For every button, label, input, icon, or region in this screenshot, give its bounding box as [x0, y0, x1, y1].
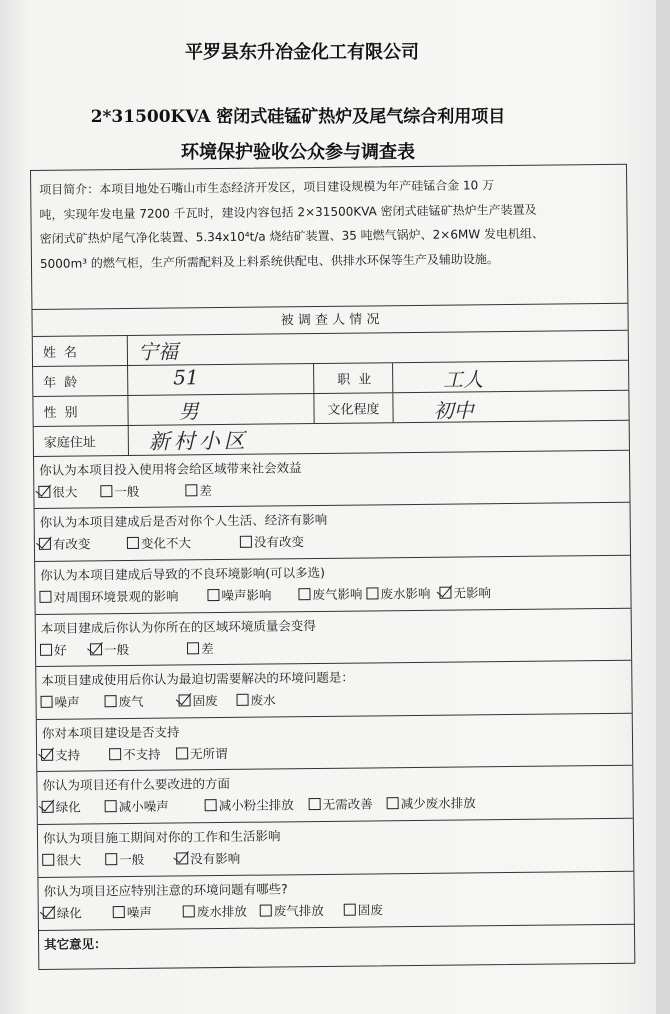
empty-box-icon — [109, 748, 121, 760]
empty-box-icon — [185, 484, 197, 496]
option-checkbox[interactable] — [42, 851, 81, 869]
option-checkbox[interactable] — [40, 693, 79, 711]
empty-box-icon — [298, 588, 310, 600]
question-text: 你认为本项目投入使用将会给区域带来社会效益 — [39, 460, 302, 478]
checked-box-icon — [176, 852, 188, 864]
option-label: 对周围环境景观的影响 — [53, 588, 179, 605]
option-checkbox[interactable] — [109, 745, 161, 764]
option-label: 固废 — [357, 902, 383, 918]
option-checkbox[interactable] — [298, 585, 362, 604]
question-row — [36, 609, 632, 667]
question-text: 你对本项目建设是否支持 — [41, 724, 180, 741]
option-label: 差 — [200, 641, 214, 657]
question-text: 你认为项目还应特别注意的环境问题有哪些? — [43, 881, 288, 899]
project-title: 2*31500KVA 密闭式硅锰矿热炉及尾气综合利用项目 — [90, 107, 506, 127]
age-value: 51 — [173, 365, 199, 390]
option-label: 差 — [199, 483, 212, 499]
option-label: 废水排放 — [196, 903, 247, 920]
option-checkbox[interactable] — [183, 902, 247, 921]
empty-box-icon — [344, 904, 356, 916]
project-intro — [31, 165, 627, 310]
checked-box-icon — [439, 587, 451, 599]
option-checkbox[interactable] — [41, 746, 80, 764]
option-label: 一般 — [103, 641, 130, 658]
checked-box-icon — [179, 694, 191, 706]
option-label: 无影响 — [453, 585, 492, 601]
intro-line: 吨，实现年发电量 7200 千瓦时，建设内容包括 2×31500KVA 密闭式硅锰矿热炉生产装置及 — [39, 202, 537, 222]
option-label: 无需改善 — [322, 796, 373, 812]
empty-box-icon — [41, 696, 53, 708]
option-checkbox[interactable] — [187, 639, 214, 657]
question-text: 你认为本项目建成后导致的不良环境影响(可以多选) — [40, 564, 326, 583]
option-label: 废气排放 — [273, 902, 324, 919]
age-label: 年龄 — [33, 366, 128, 396]
question-row — [36, 661, 632, 720]
option-checkbox[interactable] — [113, 903, 152, 921]
option-checkbox[interactable] — [207, 585, 271, 604]
empty-box-icon — [105, 800, 117, 812]
option-label: 很大 — [56, 852, 82, 868]
option-checkbox[interactable] — [100, 482, 139, 500]
option-label: 减少废水排放 — [400, 795, 476, 812]
checked-box-icon — [90, 643, 102, 655]
option-label: 废气影响 — [312, 586, 363, 603]
checked-box-icon — [39, 538, 51, 550]
empty-box-icon — [207, 589, 219, 601]
option-checkbox[interactable] — [344, 900, 383, 918]
survey-form — [30, 164, 635, 970]
option-checkbox[interactable] — [236, 690, 275, 708]
name-label: 姓名 — [33, 336, 128, 366]
option-checkbox[interactable] — [104, 692, 143, 710]
empty-box-icon — [205, 799, 217, 811]
option-label: 没有改变 — [253, 534, 305, 550]
option-checkbox[interactable] — [42, 798, 81, 816]
option-checkbox[interactable] — [105, 850, 144, 868]
option-label: 好 — [53, 642, 67, 658]
empty-box-icon — [105, 853, 117, 865]
question-row — [38, 872, 634, 931]
empty-box-icon — [127, 537, 139, 549]
option-checkbox[interactable] — [178, 691, 217, 709]
question-text: 你认为项目施工期间对你的工作和生活影响 — [42, 828, 281, 846]
form-title: 环境保护验收公众参与调查表 — [181, 142, 415, 163]
option-label: 一般 — [114, 483, 140, 500]
question-text: 你认为项目还有什么要改进的方面 — [42, 775, 231, 793]
education-value: 初中 — [433, 398, 474, 423]
option-label: 很大 — [52, 484, 78, 500]
option-label: 废水影响 — [380, 585, 431, 602]
option-checkbox[interactable] — [176, 744, 228, 763]
option-checkbox[interactable] — [240, 532, 304, 551]
empty-box-icon — [39, 591, 51, 603]
option-checkbox[interactable] — [309, 794, 373, 813]
option-label: 不支持 — [123, 746, 161, 763]
checked-box-icon — [41, 749, 53, 761]
question-row — [35, 503, 631, 562]
address-value: 新村小区 — [148, 428, 249, 454]
address-label: 家庭住址 — [34, 426, 129, 456]
option-label: 无所谓 — [190, 745, 228, 762]
option-checkbox[interactable] — [176, 849, 240, 868]
question-row — [37, 714, 633, 772]
option-checkbox[interactable] — [439, 583, 491, 602]
option-label: 减小粉尘排放 — [218, 797, 294, 814]
empty-box-icon — [183, 905, 195, 917]
option-checkbox[interactable] — [127, 533, 191, 552]
gender-value: 男 — [178, 399, 199, 424]
question-row — [37, 766, 633, 825]
gender-label: 性别 — [33, 396, 128, 426]
education-label: 文化程度 — [313, 393, 393, 423]
option-label: 噪声影响 — [221, 587, 272, 604]
checked-box-icon — [38, 486, 50, 498]
option-label: 没有影响 — [190, 850, 241, 867]
empty-box-icon — [309, 798, 321, 810]
respondent-section-title: 被 调 查 人 情 况 — [280, 312, 380, 329]
option-checkbox[interactable] — [105, 797, 169, 816]
question-text: 你认为本项目建成后是否对你个人生活、经济有影响 — [39, 511, 328, 530]
option-label: 有改变 — [52, 536, 91, 552]
option-checkbox[interactable] — [39, 534, 91, 553]
option-checkbox[interactable] — [205, 795, 294, 814]
empty-box-icon — [113, 906, 125, 918]
other-opinions-label: 其它意见： — [44, 936, 107, 952]
option-checkbox[interactable] — [43, 903, 82, 921]
empty-box-icon — [240, 536, 252, 548]
empty-box-icon — [40, 644, 52, 656]
option-label: 绿化 — [55, 799, 81, 815]
option-checkbox[interactable] — [260, 901, 324, 920]
question-text: 本项目建成使用后你认为最迫切需要解决的环境问题是： — [41, 669, 354, 688]
empty-box-icon — [176, 747, 188, 759]
name-value: 宁福 — [137, 339, 179, 364]
question-row — [35, 556, 631, 615]
job-label: 职业 — [313, 363, 393, 393]
intro-line: 密闭式矿热炉尾气净化装置、5.34x10⁴t/a 烧结矿装置、35 吨燃气锅炉、2×6MW 发电机组、 — [39, 226, 545, 246]
option-label: 支持 — [55, 747, 81, 763]
option-label: 噪声 — [126, 904, 152, 921]
company-title: 平罗县东升冶金化工有限公司 — [185, 42, 419, 63]
other-opinions-row — [39, 925, 634, 971]
option-checkbox[interactable] — [387, 793, 476, 812]
intro-line: 项目简介：本项目地处石嘴山市生态经济开发区，项目建设规模为年产硅锰合金 10 万 — [39, 178, 495, 197]
job-value: 工人 — [443, 367, 484, 392]
option-label: 固废 — [192, 693, 218, 709]
empty-box-icon — [100, 485, 112, 497]
empty-box-icon — [42, 854, 54, 866]
question-row — [34, 451, 630, 509]
question-text: 本项目建成后你认为你所在的区域环境质量会变得 — [40, 618, 316, 636]
option-label: 废气 — [118, 693, 144, 710]
page-edge-shadow — [656, 0, 670, 1014]
option-label: 减小噪声 — [118, 798, 169, 815]
checked-box-icon — [43, 907, 55, 919]
empty-box-icon — [187, 642, 199, 654]
empty-box-icon — [260, 905, 272, 917]
question-row — [38, 819, 634, 878]
option-label: 绿化 — [56, 905, 82, 921]
option-label: 废水 — [250, 692, 276, 708]
option-checkbox[interactable] — [366, 584, 430, 603]
empty-box-icon — [236, 694, 248, 706]
empty-box-icon — [366, 587, 378, 599]
option-checkbox[interactable] — [40, 641, 67, 659]
empty-box-icon — [387, 797, 399, 809]
option-checkbox[interactable] — [38, 483, 77, 501]
option-label: 噪声 — [54, 694, 80, 710]
option-checkbox[interactable] — [185, 481, 212, 499]
intro-line: 5000m³ 的燃气柜，生产所需配料及上料系统供配电、供排水环保等生产及辅助设施。 — [39, 251, 499, 271]
empty-box-icon — [105, 695, 117, 707]
option-label: 一般 — [119, 851, 145, 868]
checked-box-icon — [42, 801, 54, 813]
option-label: 变化不大 — [140, 535, 192, 551]
option-checkbox[interactable] — [39, 586, 178, 605]
option-checkbox[interactable] — [90, 640, 129, 658]
